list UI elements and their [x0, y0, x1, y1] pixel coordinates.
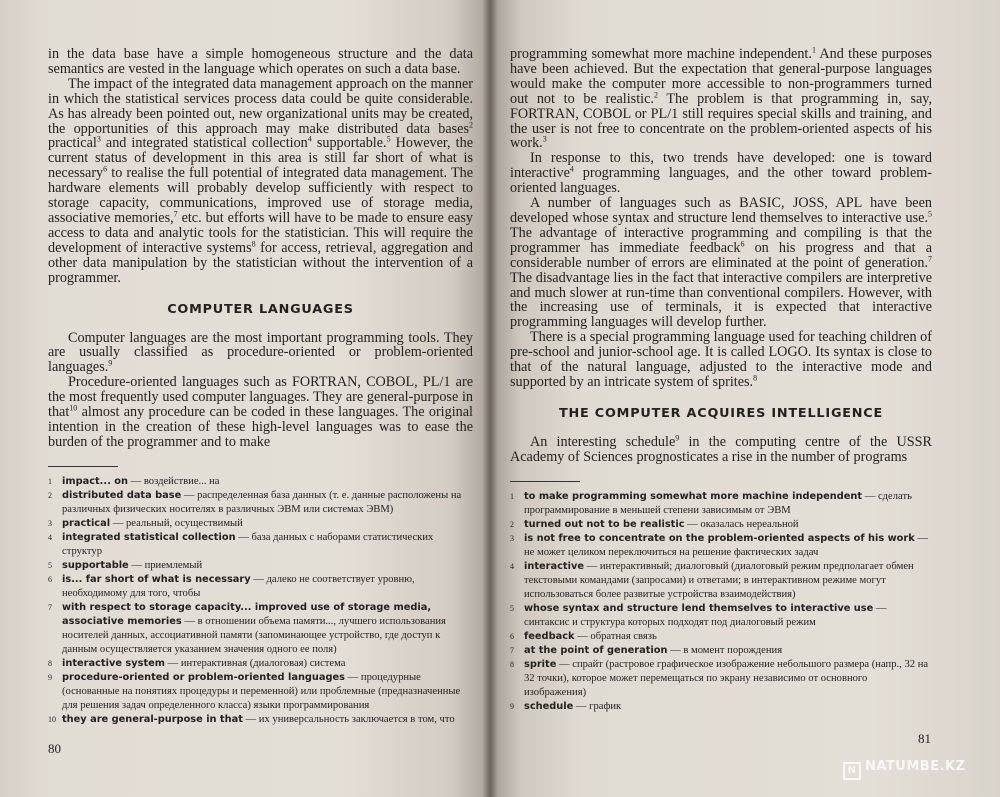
footnote-translation: — спрайт (растровое графическое изображение небольшого размера (напр., 32 на 32 точки), которое может перемещаться по экрану независимо от основного изображения): [524, 658, 929, 698]
footnote-translation: — не может целиком переключиться на решение фактических задач: [524, 532, 928, 558]
footnote-term: integrated statistical collection: [62, 531, 236, 543]
footnote-number: 2: [48, 490, 52, 500]
footnote-number: 7: [510, 645, 514, 655]
right-page-text: [510, 47, 932, 714]
left-main-text: [48, 47, 473, 450]
section-heading: COMPUTER LANGUAGES: [167, 301, 354, 317]
text-run: etc. but efforts will have to be made to ensure easy access to data and analytic tools for the statistician. This will require the development of interactive systems: [48, 209, 473, 256]
paragraph: [510, 151, 932, 196]
footnote-ref: 3: [96, 134, 101, 144]
footnote-translation: — график: [573, 700, 622, 712]
footnote-number: 2: [510, 519, 514, 529]
footnote-ref: 5: [386, 134, 391, 144]
footnote-translation: — приемлемый: [128, 559, 203, 571]
footnote-term: they are general-purpose in that: [62, 713, 243, 725]
text-run: in the data base have a simple homogeneous structure and the data semantics are vested in the language which operates on such a data base.: [48, 46, 473, 77]
footnote: [510, 700, 932, 714]
footnote-number: 7: [48, 602, 52, 612]
text-run: And these purposes have been achieved. But the expectation that general-purpose languages would make the computer more accessible to non-programmers turned out not to be realistic.: [510, 46, 932, 107]
footnote-term: interactive: [524, 560, 584, 572]
page-number: 80: [48, 741, 61, 756]
footnote-number: 6: [510, 631, 514, 641]
footnote-term: interactive system: [62, 657, 165, 669]
footnote-translation: — синтаксис и структура которых подходят под диалоговый режим: [524, 602, 887, 628]
footnote-divider: [48, 466, 118, 467]
footnote-term: with respect to storage capacity... improved use of storage media, associative memories: [62, 601, 432, 627]
footnote-translation: — процедурные (основанные на понятиях процедуры и переменной) или проблемные (предназначенные для решения задач определенного класса) языки программирования: [62, 671, 461, 711]
text-run: The advantage of interactive programming and compiling is that the programmer has immediate feedback: [510, 224, 932, 256]
natumbe-logo-icon: N: [843, 762, 861, 780]
paragraph: [48, 47, 473, 77]
footnote-term: at the point of generation: [524, 644, 668, 656]
footnote: [510, 602, 932, 630]
footnote-number: 3: [510, 533, 514, 543]
footnote-number: 4: [510, 561, 514, 571]
footnote-ref: 7: [173, 209, 178, 219]
footnote-term: is not free to concentrate on the problem-oriented aspects of his work: [524, 532, 915, 544]
text-run: almost any procedure can be coded in these languages. The original intention in the creation of these high-level languages was to ease the burden of the programmer and to make: [48, 404, 473, 450]
footnote-ref: 9: [108, 358, 113, 368]
footnote: [48, 531, 473, 559]
footnote-translation: — база данных с наборами статистических структур: [62, 531, 434, 557]
section-heading: THE COMPUTER ACQUIRES INTELLIGENCE: [558, 405, 884, 421]
footnote-number: 6: [48, 574, 52, 584]
footnote-term: whose syntax and structure lend themselves to interactive use: [524, 602, 874, 614]
footnote-ref: 1: [811, 45, 816, 55]
footnote-ref: 9: [675, 433, 680, 443]
footnote: [510, 560, 932, 602]
footnote-translation: — в отношении объема памяти..., лучшего использования носителей данных, ассоциативной памяти (запоминающее устройство, где доступ к данным осуществляется указанием значения одного ее поля): [62, 615, 446, 655]
footnote: [48, 559, 473, 573]
right-main-text: [510, 47, 932, 465]
footnote-ref: 10: [69, 403, 78, 413]
footnote-number: 5: [48, 560, 52, 570]
footnote-ref: 2: [653, 89, 658, 99]
footnote-number: 9: [48, 672, 52, 682]
footnote-ref: 8: [753, 373, 758, 383]
footnote: [48, 601, 473, 657]
text-run: The disadvantage lies in the fact that interactive compilers are interpretive and much slower at run-time than conventional compilers. However, with the increasing use of terminals, it is expected that interactive programming languages will develop further.: [510, 269, 932, 331]
footnote-term: schedule: [524, 700, 574, 712]
left-footnotes: [48, 475, 473, 727]
footnote-translation: — реальный, осуществимый: [110, 517, 243, 529]
footnote-term: turned out not to be realistic: [524, 518, 685, 530]
text-run: Computer languages are the most important programming tools. They are usually classified as procedure-oriented or problem-oriented languages.: [48, 329, 473, 376]
footnote-term: practical: [62, 517, 111, 529]
book-gutter: [482, 0, 498, 797]
footnote-translation: — интерактивная (диалоговая) система: [164, 657, 346, 669]
text-run: to realise the full potential of integrated data management. The hardware elements will probably develop sufficiently with respect to storage capacity, communications, improved use of storage media, associative memories,: [48, 165, 473, 226]
text-run: for access, retrieval, aggregation and other data manipulation by the statistician without the intervention of a programmer.: [48, 239, 473, 286]
text-run: In response to this, two trends have developed: one is toward interactive: [510, 150, 932, 182]
footnote-term: impact... on: [62, 475, 128, 487]
text-run: supportable.: [311, 135, 387, 152]
footnote-number: 5: [510, 603, 514, 613]
footnote-translation: — в момент порождения: [667, 644, 783, 656]
footnote-ref: 4: [307, 134, 312, 144]
right-footnotes: [510, 490, 932, 714]
footnote: [48, 517, 473, 531]
footnote-translation: — сделать программирование в меньшей степени зависимым от ЭВМ: [524, 490, 912, 516]
footnote-number: 8: [510, 659, 514, 669]
watermark: [843, 759, 966, 780]
text-run: Procedure-oriented languages such as FORTRAN, COBOL, PL/1 are the most frequently used computer languages. They are general-purpose in that: [48, 374, 473, 421]
left-page-text: [48, 47, 473, 727]
text-run: A number of languages such as BASIC, JOSS, APL have been developed whose syntax and structure lend themselves to interactive use.: [510, 195, 932, 226]
footnote-translation: — их универсальность заключается в том, что: [242, 713, 455, 725]
footnote-translation: — обратная связь: [574, 630, 657, 642]
watermark-text: NATUMBE.KZ: [865, 759, 966, 774]
footnote: [510, 658, 932, 700]
footnote: [48, 475, 473, 489]
footnote-ref: 4: [569, 164, 574, 174]
footnote: [510, 644, 932, 658]
footnote-translation: — интерактивный; диалоговый (диалоговый режим предполагает обмен текстовыми командами (запросами) и ответами; в интерактивном режиме могут использоваться более развитые устройства взаимодействия): [524, 560, 914, 600]
paragraph: [48, 331, 473, 376]
text-run: and integrated statistical collection: [100, 135, 308, 152]
footnote-term: procedure-oriented or problem-oriented languages: [62, 671, 346, 683]
footnote-number: 10: [48, 714, 56, 724]
text-run: The problem is that programming in, say, FORTRAN, COBOL or PL/1 still requires special skills and training, and the user is not free to concentrate on the problem-oriented aspects of his work.: [510, 90, 932, 152]
footnote-number: 3: [48, 518, 52, 528]
footnote-ref: 8: [251, 239, 256, 249]
footnote-divider: [510, 481, 580, 482]
footnote-term: distributed data base: [62, 489, 182, 501]
paragraph: [510, 196, 932, 330]
paragraph: [48, 77, 473, 286]
footnote-translation: — распределенная база данных (т. е. данные расположены на различных физических носителях в различных ЭВМ или системах ЭВМ): [62, 489, 462, 515]
footnote-number: 9: [510, 701, 514, 711]
footnote-term: feedback: [524, 630, 575, 642]
footnote-number: 8: [48, 658, 52, 668]
footnote-term: to make programming somewhat more machine independent: [524, 490, 863, 502]
footnote-number: 1: [48, 476, 52, 486]
text-run: in the computing centre of the USSR Academy of Sciences prognosticates a rise in the number of programs: [510, 433, 932, 465]
footnote-number: 4: [48, 532, 52, 542]
text-run: There is a special programming language used for teaching children of pre-school and junior-school age. It is called LOGO. Its syntax is close to that of the natural language, adjusted to the interactive mode and supported by an intricate system of sprites.: [510, 329, 932, 390]
text-run: An interesting schedule: [530, 433, 676, 450]
footnote-number: 1: [510, 491, 514, 501]
footnote-ref: 3: [542, 134, 547, 144]
footnote: [48, 713, 473, 727]
text-run: on his progress and that a considerable number of errors are eliminated at the point of generation.: [510, 239, 933, 271]
footnote-ref: 5: [928, 209, 932, 219]
paragraph: [48, 375, 473, 450]
paragraph: [510, 435, 932, 465]
text-run: However, the current status of development in this area is still far short of what is necessary: [48, 135, 473, 182]
footnote-ref: 6: [103, 164, 108, 174]
text-run: The impact of the integrated data management approach on the manner in which the statistical services process data could be quite considerable. As has already been pointed out, new organizational units may be created, the opportunities of this approach may make distributed data bases: [48, 75, 473, 137]
footnote-ref: 2: [469, 119, 473, 129]
footnote-translation: — воздействие... на: [127, 475, 220, 487]
footnote-translation: — далеко не соответствует уровню, необходимому для того, чтобы: [62, 573, 415, 599]
footnote-translation: — оказалась нереальной: [684, 518, 799, 530]
footnote: [48, 573, 473, 601]
paragraph: [510, 330, 932, 390]
footnote: [510, 518, 932, 532]
footnote: [510, 490, 932, 518]
text-run: programming languages, and the other toward problem-oriented languages.: [510, 165, 932, 197]
footnote: [48, 657, 473, 671]
footnote-ref: 7: [928, 253, 932, 263]
text-run: programming somewhat more machine independent.: [510, 46, 812, 62]
text-run: practical: [48, 135, 97, 152]
paragraph: [510, 47, 932, 151]
footnote: [48, 671, 473, 713]
footnote: [510, 532, 932, 560]
footnote-ref: 6: [740, 239, 745, 249]
footnote: [510, 630, 932, 644]
footnote: [48, 489, 473, 517]
footnote-term: supportable: [62, 559, 129, 571]
footnote-term: sprite: [524, 658, 557, 670]
page-number: 81: [918, 731, 931, 746]
footnote-term: is... far short of what is necessary: [62, 573, 251, 585]
